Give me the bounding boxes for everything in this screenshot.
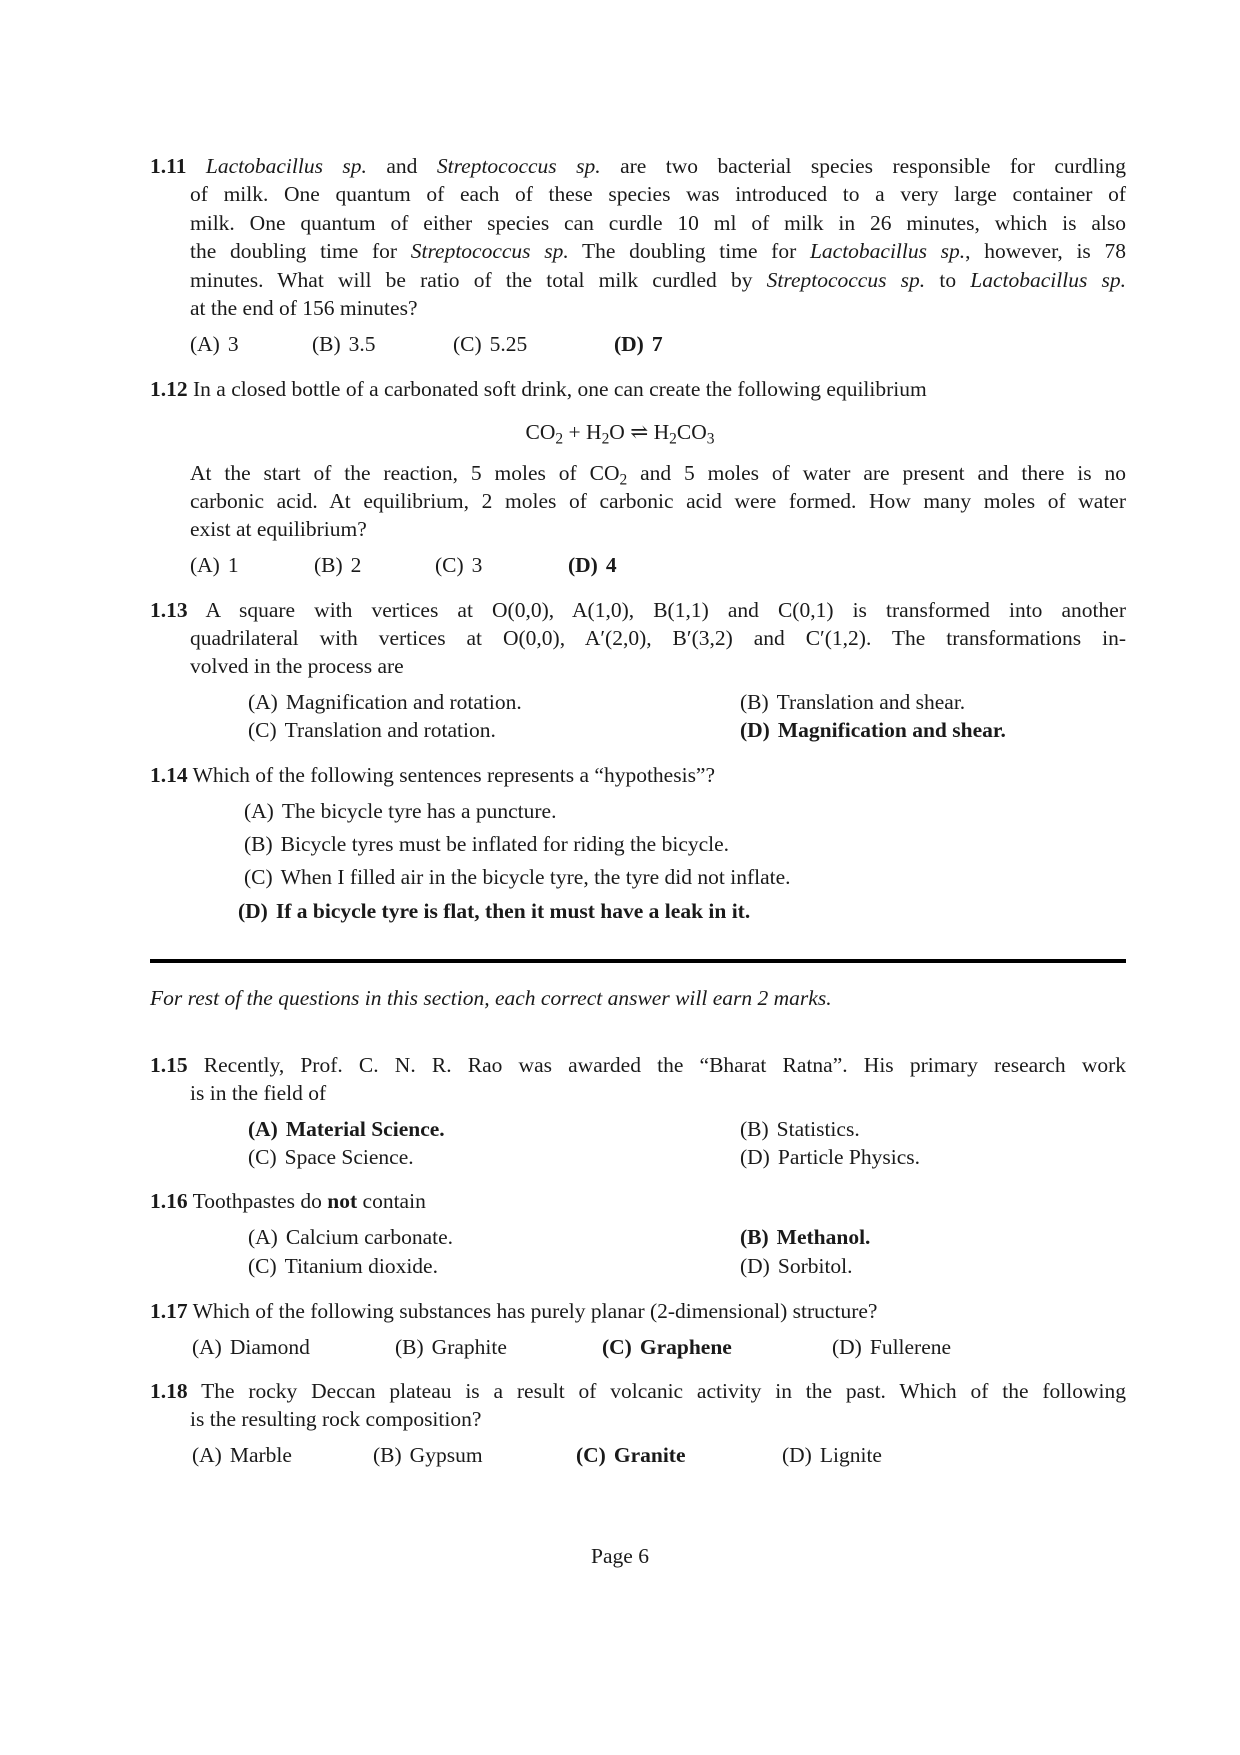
question-text: , however, is 78 [965,239,1126,263]
option-label: (C) [576,1443,606,1467]
option-label: (B) [312,332,341,356]
option-label: (D) [614,332,644,356]
option-label: (D) [238,899,268,923]
option-b[interactable] [312,330,376,358]
equation-subscript: 2 [669,430,677,448]
equation-subscript: 2 [601,430,610,448]
option-d-correct[interactable] [568,551,617,579]
species-name: Lactobacillus sp. [809,239,966,263]
option-label: (D) [782,1443,812,1467]
question-number: 1.12 [150,377,188,401]
option-label: (D) [740,1254,770,1278]
question-text: and [386,154,437,178]
option-c[interactable] [244,863,791,891]
species-name: Lactobacillus sp. [970,268,1127,292]
option-c[interactable] [248,1252,438,1280]
question-text-line [190,459,1126,487]
option-label: (C) [453,332,482,356]
option-label: (B) [373,1443,402,1467]
option-label: (C) [602,1335,632,1359]
emphasis-text: not [327,1189,358,1213]
option-c-correct[interactable] [602,1333,732,1361]
option-d-correct[interactable] [740,716,1006,744]
question-text: milk. One quantum of either species can curdle 10 ml of milk in 26 minutes, which is also [190,211,1126,235]
option-label: (C) [248,1254,277,1278]
option-b-correct[interactable] [740,1223,870,1251]
equation-part: H [653,420,670,444]
option-label: (A) [190,553,220,577]
option-label: (B) [740,690,769,714]
option-label: (A) [248,1225,278,1249]
option-text: Translation and rotation. [284,718,496,742]
option-text: Gypsum [409,1443,483,1467]
option-text: 4 [605,553,617,577]
question-text-line [190,266,1126,294]
option-a[interactable] [248,688,522,716]
question-text: exist at equilibrium? [190,517,367,541]
option-d[interactable] [832,1333,951,1361]
option-text: 3.5 [348,332,376,356]
species-name: Streptococcus sp. [766,268,926,292]
option-c[interactable] [435,551,482,579]
option-text: Translation and shear. [776,690,966,714]
option-label: (B) [314,553,343,577]
option-text: If a bicycle tyre is flat, then it must have a leak in it. [275,899,751,923]
question-text: is the resulting rock composition? [190,1407,482,1431]
species-name: Lactobacillus sp. [205,154,367,178]
question-text: and 5 moles of water are present and there is no [627,461,1126,485]
option-text: Methanol. [776,1225,871,1249]
option-d-correct[interactable] [614,330,663,358]
option-text: 5.25 [489,332,528,356]
question-number: 1.17 [150,1299,188,1323]
question-text: The rocky Deccan plateau is a result of volcanic activity in the past. Which of the following [201,1379,1126,1403]
equilibrium-arrow-icon: ⇌ [624,420,654,444]
question-number: 1.13 [150,598,188,622]
question-text: Which of the following sentences represents a “hypothesis”? [192,763,716,787]
question-text: the doubling time for [190,239,411,263]
option-label: (D) [568,553,598,577]
question-1-18-line-1 [150,1377,1126,1405]
question-text-line [190,237,1126,265]
option-label: (A) [192,1335,222,1359]
equation-part: CO [525,420,556,444]
question-text: are two bacterial species responsible for curdling [620,154,1126,178]
option-d[interactable] [782,1441,882,1469]
question-1-12-line-1 [150,375,927,403]
question-number: 1.16 [150,1189,188,1213]
option-text: Graphene [639,1335,732,1359]
option-a[interactable] [192,1441,292,1469]
option-text: The bicycle tyre has a puncture. [281,799,557,823]
option-c[interactable] [248,716,496,744]
option-label: (C) [244,865,273,889]
question-text: The doubling time for [568,239,810,263]
equation-subscript: 3 [706,430,715,448]
option-b[interactable] [395,1333,507,1361]
question-1-11-line-1 [150,152,1126,180]
option-a-correct[interactable] [248,1115,445,1143]
option-text: Fullerene [869,1335,952,1359]
equation-subscript: 2 [555,430,564,448]
question-1-15-line-1 [150,1051,1126,1079]
option-label: (D) [832,1335,862,1359]
subscript: 2 [619,471,628,489]
page-number: Page 6 [591,1544,649,1568]
option-text: Magnification and shear. [777,718,1006,742]
option-b[interactable] [740,688,965,716]
option-d[interactable] [740,1252,853,1280]
question-text: contain [357,1189,426,1213]
option-text: Particle Physics. [777,1145,920,1169]
question-text: Toothpastes do [192,1189,328,1213]
question-text: to [925,268,971,292]
option-label: (B) [244,832,273,856]
option-a[interactable] [190,551,239,579]
option-text: Graphite [431,1335,507,1359]
option-text: 7 [651,332,663,356]
equation-part: O [609,420,625,444]
equation-part: + [563,420,587,444]
option-text: 3 [471,553,483,577]
question-1-13-line-1 [150,596,1126,624]
species-name: Streptococcus sp. [436,154,601,178]
option-label: (D) [740,1145,770,1169]
question-number: 1.15 [150,1053,188,1077]
option-text: 2 [350,553,362,577]
option-label: (B) [740,1225,769,1249]
question-text: At the start of the reaction, 5 moles of CO [190,461,620,485]
question-text: carbonic acid. At equilibrium, 2 moles of carbonic acid were formed. How many moles of water [190,489,1126,513]
option-b[interactable] [314,551,361,579]
question-number: 1.18 [150,1379,188,1403]
chemical-equation [0,418,1240,446]
question-text: minutes. What will be ratio of the total milk curdled by [190,268,767,292]
species-name: Streptococcus sp. [410,239,569,263]
option-c[interactable] [248,1143,414,1171]
question-text: at the end of 156 minutes? [190,296,418,320]
question-text: volved in the process are [190,654,404,678]
option-label: (C) [248,1145,277,1169]
equation-part: H [586,420,602,444]
option-text: Bicycle tyres must be inflated for riding the bicycle. [280,832,730,856]
question-text: Recently, Prof. C. N. R. Rao was awarded the “Bharat Ratna”. His primary research work [203,1053,1127,1077]
option-text: Calcium carbonate. [285,1225,454,1249]
option-a[interactable] [244,797,556,825]
option-label: (B) [395,1335,424,1359]
option-b[interactable] [244,830,729,858]
question-1-14-line-1 [150,761,715,789]
option-label: (A) [190,332,220,356]
question-text: quadrilateral with vertices at O(0,0), A′(2,0), B′(3,2) and C′(1,2). The transformations in- [190,626,1126,650]
question-number: 1.11 [150,154,187,178]
option-text: Granite [613,1443,686,1467]
option-text: When I filled air in the bicycle tyre, the tyre did not inflate. [280,865,791,889]
option-text: 3 [227,332,239,356]
question-1-16-line-1 [150,1187,426,1215]
option-label: (A) [248,690,278,714]
option-label: (A) [248,1117,278,1141]
option-text: Diamond [229,1335,310,1359]
question-text: is in the field of [190,1081,327,1105]
question-text: In a closed bottle of a carbonated soft drink, one can create the following equilibrium [193,377,927,401]
option-c-correct[interactable] [576,1441,686,1469]
option-c[interactable] [453,330,527,358]
option-a[interactable] [248,1223,453,1251]
question-text: Which of the following substances has purely planar (2-dimensional) structure? [192,1299,878,1323]
section-divider [150,959,1126,963]
option-text: Magnification and rotation. [285,690,522,714]
option-text: 1 [227,553,239,577]
equation-part: CO [676,420,707,444]
option-label: (D) [740,718,770,742]
option-text: Statistics. [776,1117,860,1141]
question-number: 1.14 [150,763,188,787]
option-d[interactable] [740,1143,920,1171]
option-text: Material Science. [285,1117,445,1141]
option-text: Space Science. [284,1145,414,1169]
option-label: (A) [192,1443,222,1467]
option-label: (A) [244,799,274,823]
option-b[interactable] [740,1115,860,1143]
option-text: Sorbitol. [777,1254,853,1278]
question-text: A square with vertices at O(0,0), A(1,0), B(1,1) and C(0,1) is transformed into another [205,598,1126,622]
option-label: (C) [435,553,464,577]
option-text: Titanium dioxide. [284,1254,438,1278]
option-a[interactable] [192,1333,310,1361]
option-label: (B) [740,1117,769,1141]
option-text: Marble [229,1443,292,1467]
section-note: For rest of the questions in this section, each correct answer will earn 2 marks. [150,986,832,1010]
question-1-17-line-1 [150,1297,877,1325]
option-a[interactable] [190,330,239,358]
option-label: (C) [248,718,277,742]
option-d-correct[interactable] [238,897,750,925]
option-b[interactable] [373,1441,483,1469]
question-text: of milk. One quantum of each of these species was introduced to a very large container of [190,182,1126,206]
option-text: Lignite [819,1443,882,1467]
